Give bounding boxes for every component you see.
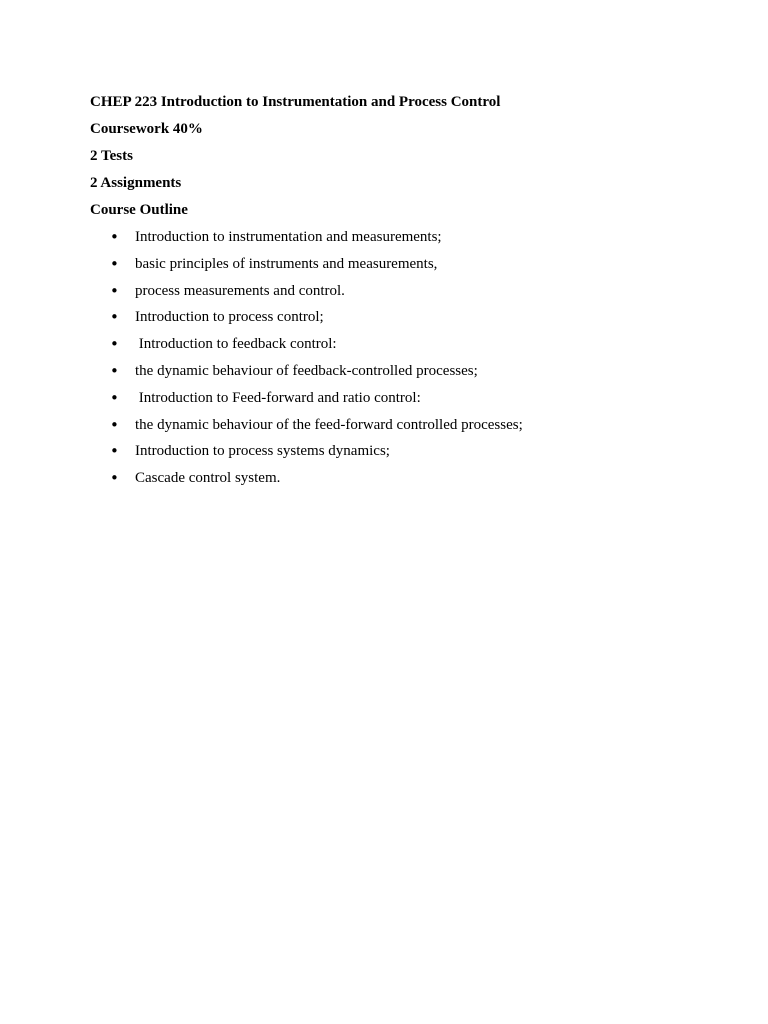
document-body xyxy=(90,92,690,495)
list-item-text: process measurements and control. xyxy=(135,282,345,299)
list-item xyxy=(90,227,690,247)
bullet-icon: • xyxy=(110,415,119,434)
list-item-text: Introduction to process control; xyxy=(135,309,324,326)
bullet-icon: • xyxy=(110,361,119,380)
list-item-text: Introduction to instrumentation and measurements; xyxy=(135,229,442,245)
list-item xyxy=(90,388,690,408)
bullet-icon: • xyxy=(110,335,119,354)
list-item-text: the dynamic behaviour of the feed-forward controlled processes; xyxy=(135,416,523,433)
list-item xyxy=(90,281,690,301)
list-item xyxy=(90,441,690,461)
list-item-text: basic principles of instruments and measurements, xyxy=(135,255,438,272)
list-item-text: Introduction to process systems dynamics; xyxy=(135,443,390,460)
bullet-icon: • xyxy=(110,308,119,327)
list-item-text: Cascade control system. xyxy=(135,470,281,487)
list-item xyxy=(90,361,690,381)
coursework-weight: Coursework 40% xyxy=(90,121,203,137)
list-item xyxy=(90,254,690,274)
bullet-icon: • xyxy=(110,469,119,488)
bullet-icon: • xyxy=(110,228,119,246)
course-outline-list xyxy=(90,227,690,488)
bullet-icon: • xyxy=(110,388,119,407)
list-item-text: the dynamic behaviour of feedback-controlled processes; xyxy=(135,362,478,379)
list-item xyxy=(90,334,690,354)
list-item-text: Introduction to feedback control: xyxy=(135,336,337,353)
list-item xyxy=(90,307,690,327)
bullet-icon: • xyxy=(110,254,119,273)
course-title: CHEP 223 Introduction to Instrumentation and Process Control xyxy=(90,94,501,110)
list-item xyxy=(90,415,690,435)
list-item-text: Introduction to Feed-forward and ratio control: xyxy=(135,389,421,406)
bullet-icon: • xyxy=(110,281,119,300)
bullet-icon: • xyxy=(110,442,119,461)
course-outline-heading: Course Outline xyxy=(90,202,188,218)
list-item xyxy=(90,468,690,488)
tests-count: 2 Tests xyxy=(90,148,133,164)
assignments-count: 2 Assignments xyxy=(90,175,182,191)
